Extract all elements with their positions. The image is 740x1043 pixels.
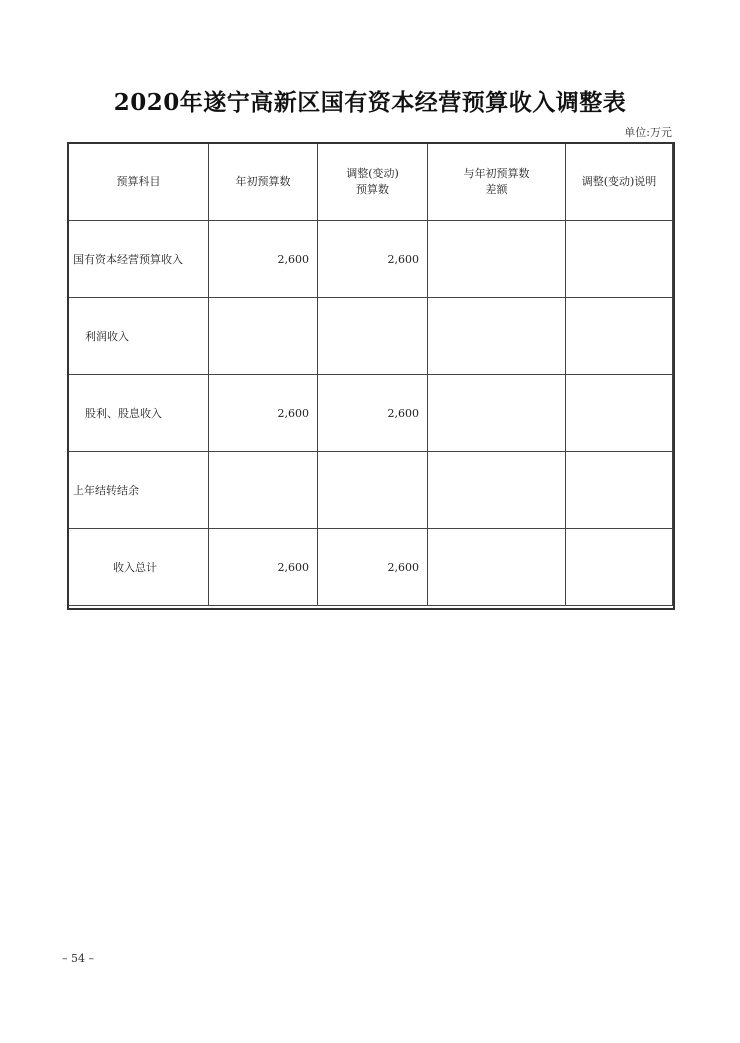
row-subject: 国有资本经营预算收入 — [69, 221, 209, 298]
row-subject: 利润收入 — [69, 298, 209, 375]
row-initial — [209, 452, 318, 529]
header-subject: 预算科目 — [69, 144, 209, 221]
header-adjusted-budget — [318, 144, 428, 221]
row-note — [566, 375, 673, 452]
header-difference-line2: 差额 — [485, 183, 508, 196]
header-adjusted-line1: 调整(变动) — [346, 167, 399, 180]
row-note — [566, 452, 673, 529]
row-difference — [428, 375, 566, 452]
header-difference — [428, 144, 566, 221]
row-subject: 收入总计 — [69, 529, 209, 606]
table-row — [69, 298, 673, 375]
row-subject: 股利、股息收入 — [69, 375, 209, 452]
header-difference-line1: 与年初预算数 — [463, 167, 530, 180]
table-row — [69, 375, 673, 452]
header-adjusted-line2: 预算数 — [356, 183, 389, 196]
row-adjusted — [318, 452, 428, 529]
row-difference — [428, 529, 566, 606]
row-initial: 2,600 — [209, 529, 318, 606]
row-adjusted: 2,600 — [318, 221, 428, 298]
unit-label: 单位:万元 — [624, 126, 672, 139]
row-adjusted: 2,600 — [318, 529, 428, 606]
row-note — [566, 221, 673, 298]
header-adjustment-note: 调整(变动)说明 — [566, 144, 673, 221]
row-subject: 上年结转结余 — [69, 452, 209, 529]
row-initial: 2,600 — [209, 221, 318, 298]
row-difference — [428, 452, 566, 529]
row-initial — [209, 298, 318, 375]
row-difference — [428, 298, 566, 375]
row-adjusted: 2,600 — [318, 375, 428, 452]
page-title: 2020年遂宁高新区国有资本经营预算收入调整表 — [113, 89, 627, 116]
row-difference — [428, 221, 566, 298]
table-row — [69, 452, 673, 529]
table-row — [69, 221, 673, 298]
row-initial: 2,600 — [209, 375, 318, 452]
row-note — [566, 298, 673, 375]
table-row — [69, 529, 673, 606]
budget-table — [68, 143, 673, 606]
row-note — [566, 529, 673, 606]
page-number: – 54 – — [62, 952, 94, 965]
row-adjusted — [318, 298, 428, 375]
table-header-row — [69, 144, 673, 221]
header-initial-budget: 年初预算数 — [209, 144, 318, 221]
